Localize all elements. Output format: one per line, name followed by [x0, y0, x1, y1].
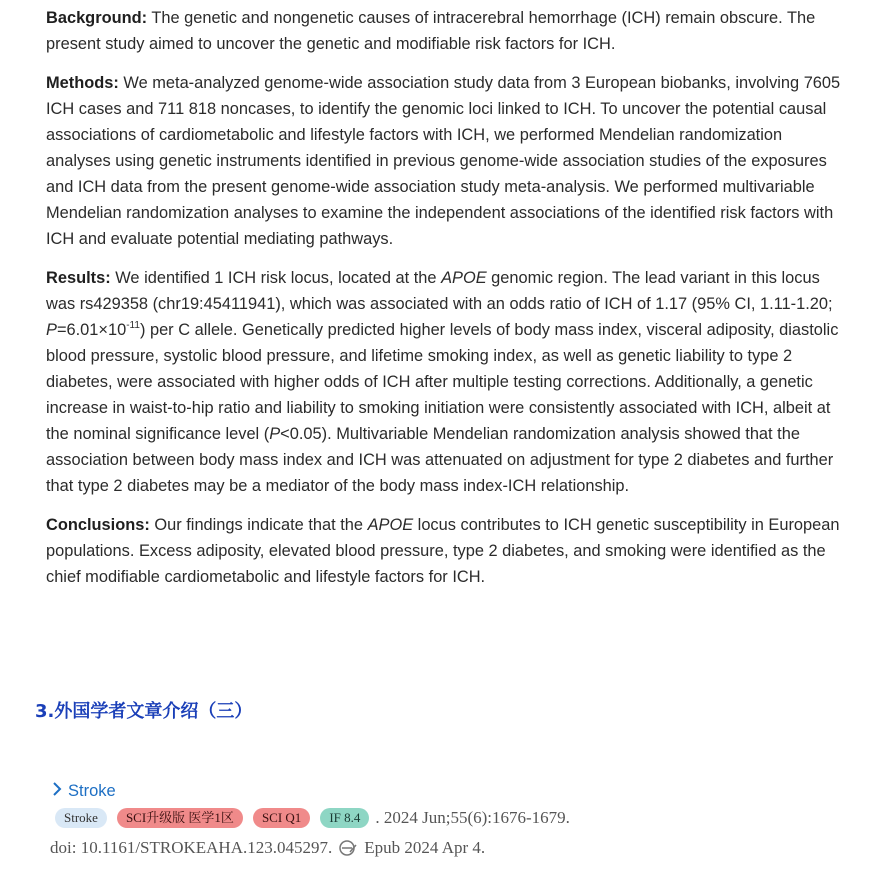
- citation-badges: [55, 808, 570, 828]
- results-gene: APOE: [441, 269, 487, 287]
- impact-factor-badge: IF 8.4: [320, 808, 369, 828]
- doi-text: doi: 10.1161/STROKEAHA.123.045297.: [50, 838, 333, 857]
- results-p: P: [269, 425, 281, 443]
- methods-paragraph: [46, 70, 846, 252]
- results-text: =6.01×10: [56, 321, 127, 339]
- background-text: The genetic and nongenetic causes of intracerebral hemorrhage (ICH) remain obscure. The present study aimed to uncover the genetic and modifiable risk factors for ICH.: [46, 9, 816, 53]
- conclusions-gene: APOE: [367, 516, 414, 534]
- journal-link-label[interactable]: Stroke: [68, 782, 116, 800]
- background-paragraph: [46, 5, 846, 57]
- doi-line: [50, 838, 485, 858]
- results-exponent: -11: [126, 319, 140, 331]
- publication-date: . 2024 Jun;55(6):1676-1679.: [375, 808, 570, 827]
- sci-quartile-badge: SCI Q1: [253, 808, 310, 828]
- results-p: P: [46, 321, 57, 339]
- results-text: ) per C allele. Genetically predicted higher levels of body mass index, visceral adiposity, diastolic blood pressure, systolic blood pressure, and lifetime smoking index, as well as genetic liability to type 2 diabetes, were associated with higher odds of ICH after multiple testing corrections. Additionally, a genetic increase in waist-to-hip ratio and liability to smoking initiation were consistently associated with ICH, albeit at the nominal significance level (: [46, 321, 839, 443]
- results-text: <0.05). Multivariable Mendelian randomization analysis showed that the association between body mass index and ICH was attenuated on adjustment for type 2 diabetes and further that type 2 diabetes may be a mediator of the body mass index-ICH relationship.: [46, 425, 834, 495]
- results-label: Results:: [46, 269, 111, 287]
- conclusions-text: locus contributes to ICH genetic susceptibility in European populations. Excess adiposity, elevated blood pressure, type 2 diabetes, and smoking were identified as the chief modifiable cardiometabolic and lifestyle factors for ICH.: [46, 516, 840, 586]
- chevron-right-icon: [52, 782, 62, 801]
- section-heading: 3.外国学者文章介绍（三）: [35, 701, 253, 722]
- results-text: We identified 1 ICH risk locus, located at the: [110, 269, 442, 287]
- conclusions-paragraph: [46, 512, 846, 590]
- background-label: Background:: [46, 9, 148, 27]
- conclusions-text: Our findings indicate that the: [149, 516, 368, 534]
- methods-text: We meta-analyzed genome-wide association study data from 3 European biobanks, involving 7605 ICH cases and 711 818 noncases, to identify the genomic loci linked to ICH. To uncover the potential causal associations of cardiometabolic and lifestyle factors with ICH, we performed Mendelian randomization analyses using genetic instruments identified in previous genome-wide association studies of the exposures and ICH data from the present genome-wide association study meta-analysis. We performed multivariable Mendelian randomization analyses to examine the independent associations of the identified risk factors with ICH and evaluate potential mediating pathways.: [46, 74, 841, 248]
- results-paragraph: [46, 265, 846, 499]
- journal-link[interactable]: [52, 782, 116, 801]
- methods-label: Methods:: [46, 74, 119, 92]
- epub-icon: [338, 839, 360, 857]
- results-text: genomic region. The lead variant in this locus was rs429358 (chr19:45411941), which was associated with an odds ratio of ICH of 1.17 (95% CI, 1.11-1.20;: [46, 269, 833, 313]
- epub-text: Epub 2024 Apr 4.: [364, 838, 486, 857]
- journal-badge: Stroke: [55, 808, 107, 828]
- sci-upgrade-badge: SCI升级版 医学1区: [117, 808, 243, 828]
- abstract: [46, 5, 846, 603]
- conclusions-label: Conclusions:: [46, 516, 150, 534]
